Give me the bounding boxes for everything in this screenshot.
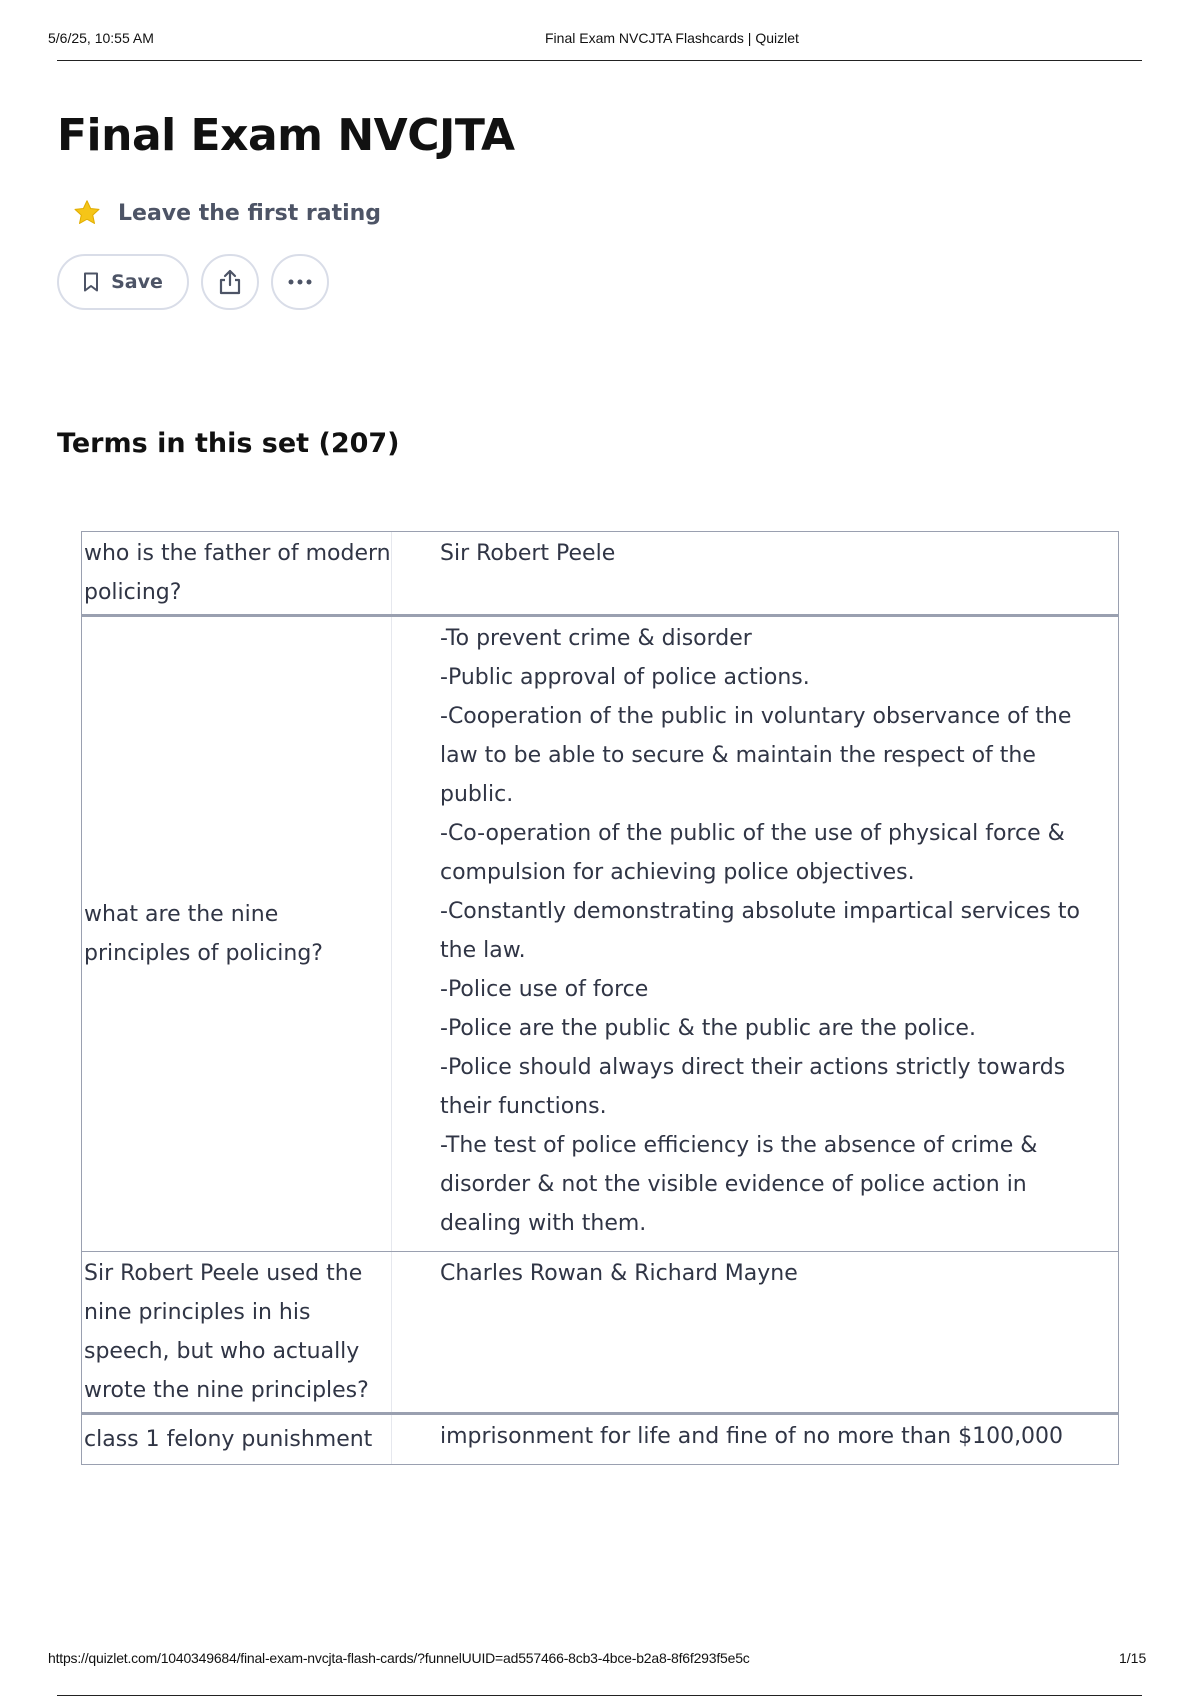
print-header bbox=[0, 30, 1200, 50]
leave-rating-link[interactable]: Leave the first rating bbox=[118, 200, 382, 226]
term-cell: Sir Robert Peele used the nine principles in his speech, but who actually wrote the nine principles? bbox=[82, 1252, 392, 1412]
print-page-number: 1/15 bbox=[1119, 1650, 1147, 1666]
term-cell: what are the nine principles of policing? bbox=[82, 617, 392, 1251]
definition-cell bbox=[392, 1415, 1118, 1464]
definition-cell bbox=[392, 1252, 1118, 1412]
definition-line: imprisonment for life and fine of no more than $100,000 bbox=[440, 1424, 1064, 1449]
table-row bbox=[82, 1415, 1118, 1464]
definition-cell bbox=[392, 532, 1118, 614]
definition-line: -Police use of force bbox=[440, 977, 649, 1002]
definition-line: -Constantly demonstrating absolute impartical services to the law. bbox=[440, 899, 1080, 963]
definition-line: -Cooperation of the public in voluntary observance of the law to be able to secure & maintain the respect of the public. bbox=[440, 704, 1072, 807]
table-row bbox=[82, 1252, 1118, 1415]
definition-cell bbox=[392, 617, 1118, 1251]
share-icon bbox=[217, 268, 243, 296]
print-page-title: Final Exam NVCJTA Flashcards | Quizlet bbox=[545, 30, 799, 46]
share-button[interactable] bbox=[201, 254, 259, 310]
term-cell: class 1 felony punishment bbox=[82, 1415, 392, 1464]
print-url: https://quizlet.com/1040349684/final-exam-nvcjta-flash-cards/?funnelUUID=ad557466-8cb3-4bce-b2a8-8f6f293f5e5c bbox=[48, 1650, 750, 1666]
definition-line: -Public approval of police actions. bbox=[440, 665, 810, 690]
definition-line: -Police should always direct their actions strictly towards their functions. bbox=[440, 1055, 1066, 1119]
print-timestamp: 5/6/25, 10:55 AM bbox=[48, 30, 154, 46]
definition-line: -The test of police efficiency is the absence of crime & disorder & not the visible evidence of police action in dealing with them. bbox=[440, 1133, 1038, 1236]
terms-table bbox=[81, 531, 1119, 1465]
table-row bbox=[82, 532, 1118, 617]
definition-line: -Police are the public & the public are the police. bbox=[440, 1016, 976, 1041]
save-button[interactable] bbox=[57, 254, 189, 310]
more-icon bbox=[286, 278, 314, 286]
header-divider bbox=[57, 60, 1142, 61]
definition-line: -Co-operation of the public of the use of physical force & compulsion for achieving police objectives. bbox=[440, 821, 1065, 885]
action-bar bbox=[57, 254, 329, 310]
footer-divider bbox=[57, 1695, 1142, 1696]
more-options-button[interactable] bbox=[271, 254, 329, 310]
definition-line: Charles Rowan & Richard Mayne bbox=[440, 1261, 798, 1286]
terms-heading: Terms in this set (207) bbox=[57, 428, 400, 459]
star-icon[interactable] bbox=[72, 198, 102, 228]
rating-row[interactable] bbox=[72, 198, 381, 228]
term-cell: who is the father of modern policing? bbox=[82, 532, 392, 614]
table-row bbox=[82, 617, 1118, 1252]
save-button-label: Save bbox=[111, 271, 163, 293]
set-title: Final Exam NVCJTA bbox=[57, 110, 515, 161]
bookmark-icon bbox=[83, 272, 99, 292]
definition-line: -To prevent crime & disorder bbox=[440, 626, 752, 651]
definition-line: Sir Robert Peele bbox=[440, 541, 616, 566]
